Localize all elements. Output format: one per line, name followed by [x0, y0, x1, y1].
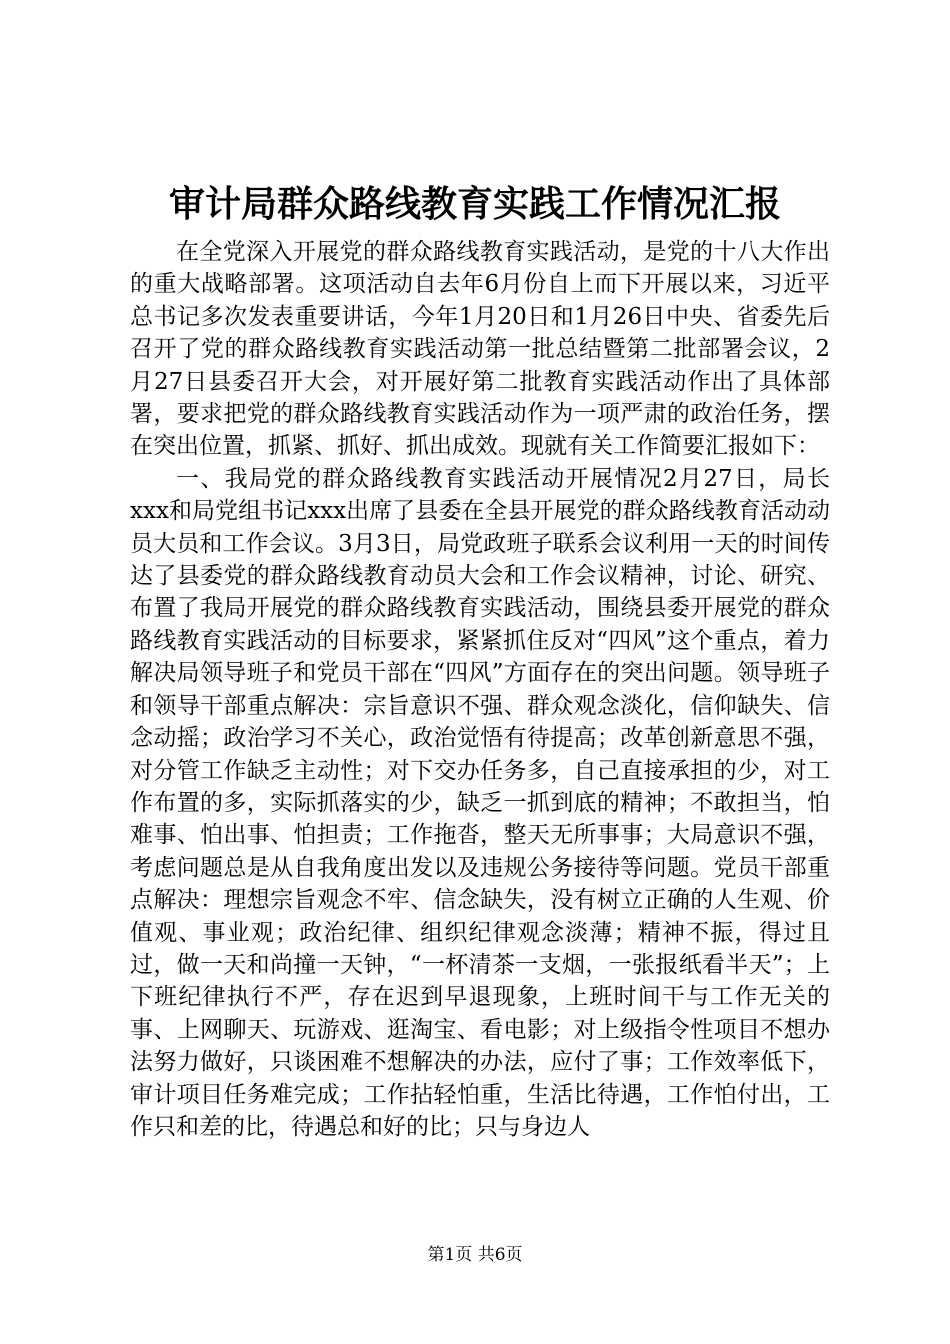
page-footer: 第1页 共6页 — [427, 1245, 523, 1265]
document-title: 审计局群众路线教育实践工作情况汇报 — [168, 183, 781, 225]
body-paragraph-intro: 在全党深入开展党的群众路线教育实践活动，是党的十八大作出的重大战略部署。这项活动自去年6月份自上而下开展以来，习近平总书记多次发表重要讲话，今年1月20日和1月26日中央、省委先后召开了党的群众路线教育实践活动第一批总结暨第二批部署会议，2月27日县委召开大会，对开展好第二批教育实践活动作出了具体部署，要求把党的群众路线教育实践活动作为一项严肃的政治任务，摆在突出位置，抓紧、抓好、抓出成效。现就有关工作简要汇报如下： — [130, 239, 830, 460]
document-body — [130, 236, 830, 1143]
body-paragraph-section-one: 一、我局党的群众路线教育实践活动开展情况2月27日，局长xxx和局党组书记xxx出席了县委在全县开展党的群众路线教育活动动员大员和工作会议。3月3日，局党政班子联系会议利用一天的时间传达了县委党的群众路线教育动员大会和工作会议精神，讨论、研究、布置了我局开展党的群众路线教育实践活动，围绕县委开展党的群众路线教育实践活动的目标要求，紧紧抓住反对“四风”这个重点，着力解决局领导班子和党员干部在“四风”方面存在的突出问题。领导班子和领导干部重点解决：宗旨意识不强、群众观念淡化，信仰缺失、信念动摇；政治学习不关心，政治觉悟有待提高；改革创新意思不强，对分管工作缺乏主动性；对下交办任务多，自己直接承担的少，对工作布置的多，实际抓落实的少，缺乏一抓到底的精神；不敢担当，怕难事、怕出事、怕担责；工作拖沓，整天无所事事；大局意识不强，考虑问题总是从自我角度出发以及违规公务接待等问题。党员干部重点解决：理想宗旨观念不牢、信念缺失，没有树立正确的人生观、价值观、事业观；政治纪律、组织纪律观念淡薄；精神不振，得过且过，做一天和尚撞一天钟，“一杯清茶一支烟，一张报纸看半天”；上下班纪律执行不严，存在迟到早退现象，上班时间干与工作无关的事、上网聊天、玩游戏、逛淘宝、看电影；对上级指令性项目不想办法努力做好，只谈困难不想解决的办法，应付了事；工作效率低下，审计项目任务难完成；工作拈轻怕重，生活比待遇，工作怕付出，工作只和差的比，待遇总和好的比；只与身边人 — [130, 465, 830, 1140]
